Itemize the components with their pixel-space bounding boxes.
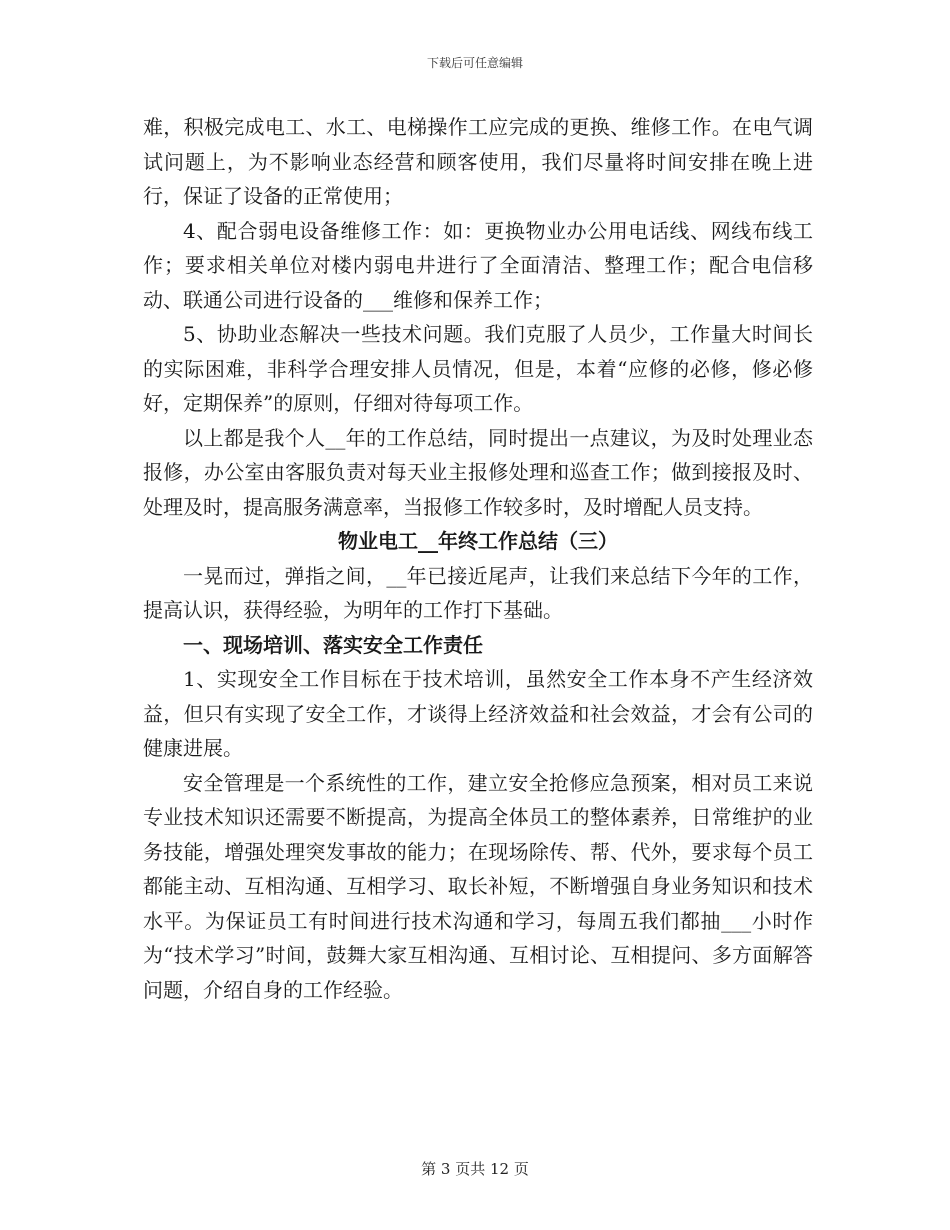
paragraph-continued: 难，积极完成电工、水工、电梯操作工应完成的更换、维修工作。在电气调试问题上，为不影响业态经营和顾客使用，我们尽量将时间安排在晚上进行，保证了设备的正常使用； xyxy=(143,115,813,208)
paragraph-summary: 以上都是我个人__年的工作总结，同时提出一点建议，为及时处理业态报修，办公室由客服负责对每天业主报修处理和巡查工作；做到接报及时、处理及时，提高服务满意率，当报修工作较多时，及时增配人员支持。 xyxy=(143,425,813,519)
paragraph-item-5: 5、协助业态解决一些技术问题。我们克服了人员少，工作量大时间长的实际困难，非科学合理安排人员情况，但是，本着“应修的必修，修必修好，定期保养”的原则，仔细对待每项工作。 xyxy=(143,322,813,415)
document-body xyxy=(143,110,813,1007)
paragraph-item-1: 1、实现安全工作目标在于技术培训，虽然安全工作本身不产生经济效益，但只有实现了安全工作，才谈得上经济效益和社会效益，才会有公司的健康进展。 xyxy=(143,667,813,760)
page-footer: 第 3 页共 12 页 xyxy=(421,1160,529,1178)
paragraph-item-4: 4、配合弱电设备维修工作：如：更换物业办公用电话线、网线布线工作；要求相关单位对楼内弱电井进行了全面清洁、整理工作；配合电信移动、联通公司进行设备的___维修和保养工作； xyxy=(143,218,813,312)
page-header: 下载后可任意编辑 xyxy=(426,56,523,70)
section-title: 物业电工__年终工作总结（三） xyxy=(338,529,618,553)
paragraph-safety-management: 安全管理是一个系统性的工作，建立安全抢修应急预案，相对员工来说专业技术知识还需要不断提高，为提高全体员工的整体素养，日常维护的业务技能，增强处理突发事故的能力；在现场除传、帮、代外，要求每个员工都能主动、互相沟通、互相学习、取长补短，不断增强自身业务知识和技术水平。为保证员工有时间进行技术沟通和学习，每周五我们都抽___小时作为“技术学习”时间，鼓舞大家互相沟通、互相讨论、互相提问、多方面解答问题，介绍自身的工作经验。 xyxy=(143,770,813,1002)
section-heading: 一、现场培训、落实安全工作责任 xyxy=(183,632,483,657)
paragraph-intro: 一晃而过，弹指之间，__年已接近尾声，让我们来总结下今年的工作，提高认识，获得经验，为明年的工作打下基础。 xyxy=(143,563,813,622)
